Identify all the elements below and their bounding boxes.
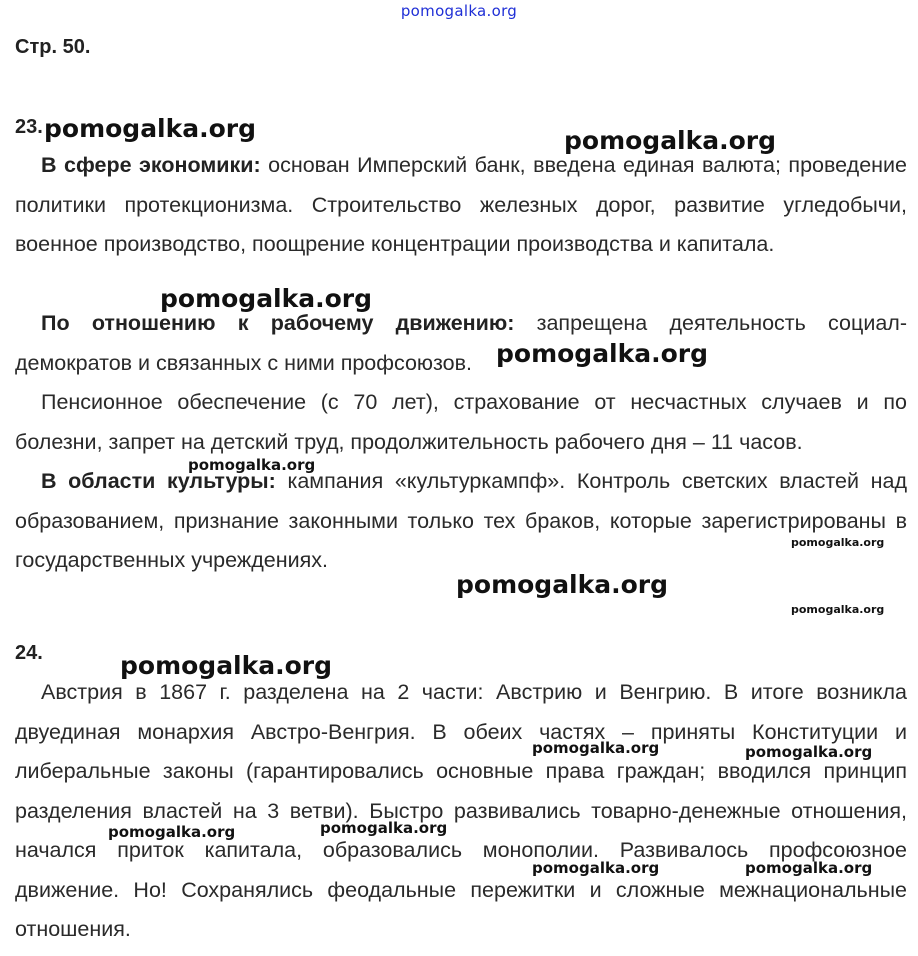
- q23-labor-text: запрещена деятельность социал-демократов и связанных с ними профсоюзов.: [15, 311, 907, 375]
- watermark: pomogalka.org: [44, 114, 257, 143]
- q23-economy-text: основан Имперский банк, введена единая валюта; проведение политики протекционизма. Строительство железных дорог, развитие угледобычи, военное производство, поощрение концентрации производства и капитала.: [15, 153, 907, 256]
- watermark: pomogalka.org: [120, 651, 333, 680]
- question-number-23: 23.: [15, 116, 43, 138]
- watermark: pomogalka.org: [160, 284, 373, 313]
- q23-paragraph-culture: [15, 462, 907, 581]
- watermark: pomogalka.org: [564, 126, 777, 155]
- watermark: pomogalka.org: [496, 339, 709, 368]
- q24-text: Австрия в 1867 г. разделена на 2 части: Австрию и Венгрию. В итоге возникла двуединая монархия Австро-Венгрия. В обеих частях – приняты Конституции и либеральные законы (гарантировались основные права граждан; вводился принцип разделения властей на 3 ветви). Быстро развивались товарно-денежные отношения, начался приток капитала, образовались монополии. Развивалось профсоюзное движение. Но! Сохранялись феодальные пережитки и сложные межнациональные отношения.: [15, 680, 907, 941]
- page-title: Стр. 50.: [15, 36, 91, 58]
- q23-paragraph-social: [15, 383, 907, 462]
- watermark: pomogalka.org: [532, 859, 660, 877]
- q23-paragraph-labor: [15, 304, 907, 383]
- question-number-24: 24.: [15, 642, 43, 664]
- watermark: pomogalka.org: [745, 743, 873, 761]
- watermark: pomogalka.org: [456, 570, 669, 599]
- q23-social-text: Пенсионное обеспечение (с 70 лет), страхование от несчастных случаев и по болезни, запрет на детский труд, продолжительность рабочего дня – 11 часов.: [15, 390, 907, 454]
- watermark: pomogalka.org: [320, 819, 448, 837]
- watermark: pomogalka.org: [791, 536, 885, 549]
- watermark: pomogalka.org: [532, 739, 660, 757]
- q23-culture-heading: В области культуры:: [41, 469, 276, 493]
- q23-culture-text: кампания «культуркампф». Контроль светских властей над образованием, признание законными только тех браков, которые зарегистрированы в государственных учреждениях.: [15, 469, 908, 572]
- watermark: pomogalka.org: [791, 603, 885, 616]
- q23-labor-heading: По отношению к рабочему движению:: [41, 311, 515, 335]
- watermark: pomogalka.org: [745, 859, 873, 877]
- q24-paragraph: [15, 673, 907, 950]
- watermark: pomogalka.org: [188, 456, 316, 474]
- watermark-top: pomogalka.org: [400, 2, 518, 20]
- q23-paragraph-economy: [15, 146, 907, 265]
- watermark: pomogalka.org: [108, 823, 236, 841]
- q23-economy-heading: В сфере экономики:: [41, 153, 261, 177]
